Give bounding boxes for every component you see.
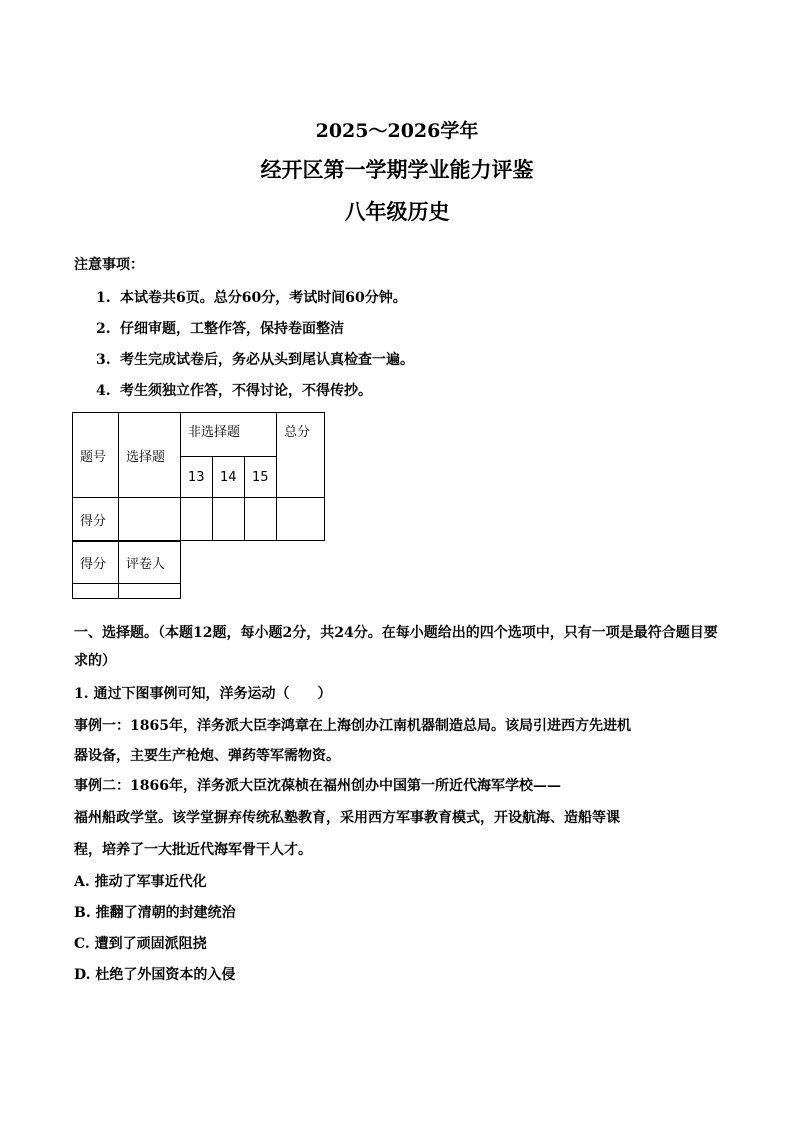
grader-table bbox=[72, 541, 181, 599]
notice-heading: 注意事项： bbox=[74, 257, 144, 273]
score-table bbox=[72, 412, 325, 541]
score-row-label: 得分 bbox=[73, 498, 119, 541]
notice-list bbox=[96, 288, 414, 412]
question-text-line: 事例二：1866年，洋务派大臣沈葆桢在福州创办中国第一所近代海军学校—— bbox=[74, 778, 561, 794]
exam-subject: 八年级历史 bbox=[344, 199, 450, 224]
score-cell[interactable] bbox=[245, 498, 277, 541]
exam-year: 2025～2026学年 bbox=[315, 120, 479, 142]
exam-title: 经开区第一学期学业能力评鉴 bbox=[260, 157, 534, 182]
score-cell[interactable] bbox=[213, 498, 245, 541]
question-text-line: 器设备，主要生产枪炮、弹药等军需物资。 bbox=[74, 748, 340, 764]
question-text-line: 程，培养了一大批近代海军骨干人才。 bbox=[74, 842, 312, 858]
grader-score-label: 得分 bbox=[73, 542, 119, 584]
score-cell[interactable] bbox=[277, 498, 325, 541]
notice-item: 3. 考生完成试卷后，务必从头到尾认真检查一遍。 bbox=[96, 352, 414, 368]
question-text-line: 福州船政学堂。该学堂摒弃传统私塾教育，采用西方军事教育模式，开设航海、造船等课 bbox=[74, 810, 620, 826]
score-cell[interactable] bbox=[119, 498, 181, 541]
question-text-line: 事例一：1865年，洋务派大臣李鸿章在上海创办江南机器制造总局。该局引进西方先进机 bbox=[74, 718, 631, 734]
sub-header-15: 15 bbox=[245, 457, 277, 498]
grader-name-cell[interactable] bbox=[119, 584, 181, 599]
grader-label: 评卷人 bbox=[119, 542, 181, 584]
total-header: 总分 bbox=[277, 413, 325, 498]
choice-header: 选择题 bbox=[119, 413, 181, 498]
notice-item: 1. 本试卷共6页。总分60分，考试时间60分钟。 bbox=[96, 290, 407, 306]
notice-item: 4. 考生须独立作答，不得讨论，不得传抄。 bbox=[96, 383, 372, 399]
grader-score-cell[interactable] bbox=[73, 584, 119, 599]
option-d[interactable]: D. 杜绝了外国资本的入侵 bbox=[74, 967, 236, 983]
option-b[interactable]: B. 推翻了清朝的封建统治 bbox=[74, 905, 236, 921]
sub-header-13: 13 bbox=[181, 457, 213, 498]
option-a[interactable]: A. 推动了军事近代化 bbox=[74, 874, 207, 890]
sub-header-14: 14 bbox=[213, 457, 245, 498]
notice-item: 2. 仔细审题，工整作答，保持卷面整洁 bbox=[96, 321, 344, 337]
question-no-header: 题号 bbox=[73, 413, 119, 498]
question-stem: 1. 通过下图事例可知，洋务运动（ ） bbox=[74, 686, 332, 702]
non-choice-header: 非选择题 bbox=[181, 413, 277, 457]
score-cell[interactable] bbox=[181, 498, 213, 541]
section-heading: 一、选择题。（本题12题，每小题2分，共24分。在每小题给出的四个选项中，只有一项是最符合题目要求的） bbox=[74, 625, 718, 669]
option-c[interactable]: C. 遭到了顽固派阻挠 bbox=[74, 936, 207, 952]
